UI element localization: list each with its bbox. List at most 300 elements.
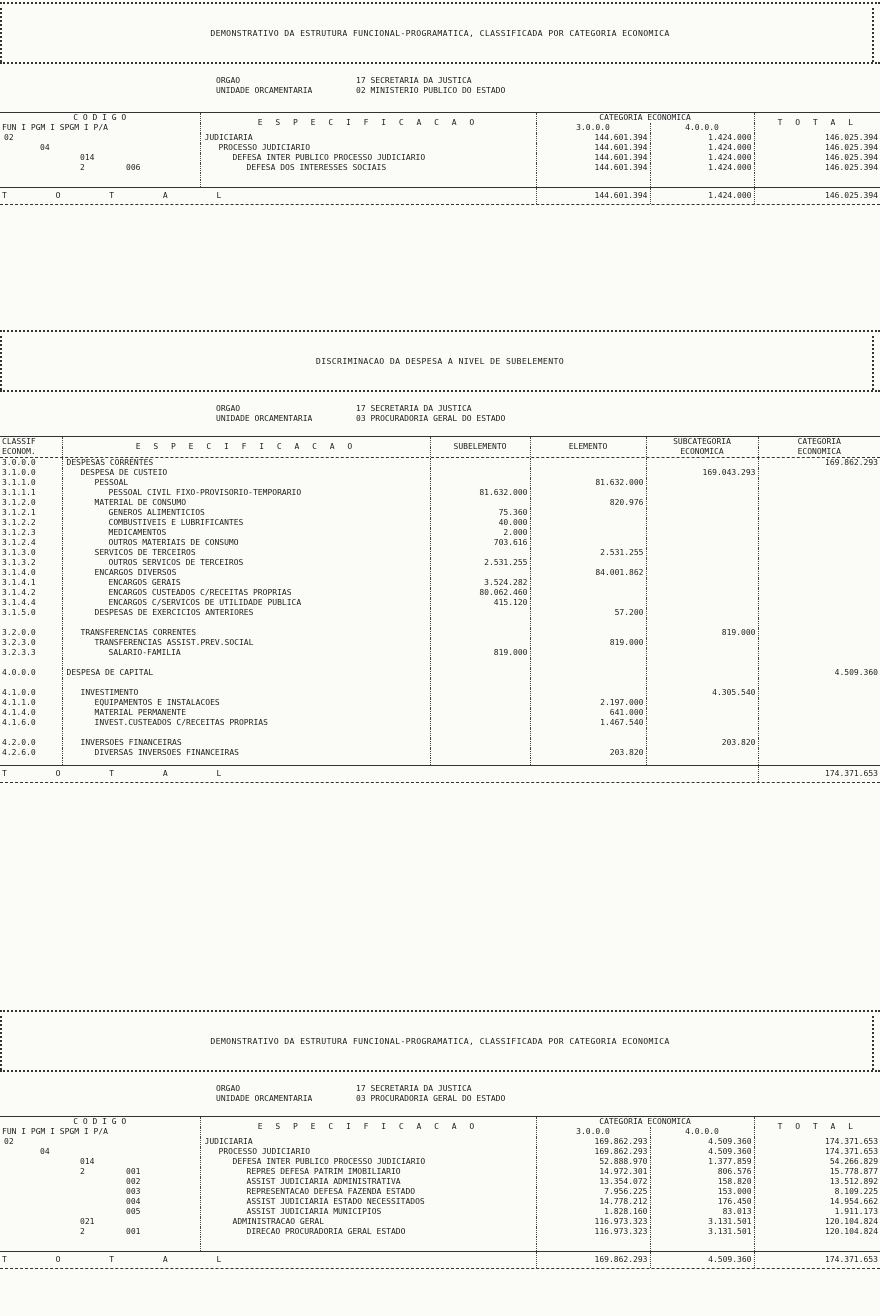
subelemento-cell	[430, 708, 530, 718]
code-pa: 004	[126, 1197, 141, 1206]
orgao-block	[0, 396, 880, 426]
report-section-3	[0, 1010, 880, 1269]
subelemento-cell: 3.524.282	[430, 578, 530, 588]
total-header: T O T A L	[777, 118, 857, 127]
subelemento-cell	[430, 478, 530, 488]
table-row	[0, 558, 880, 568]
subcategoria-cell	[646, 698, 758, 708]
classif-cell: 3.1.0.0	[0, 468, 62, 478]
especificacao-cell: DEFESA INTER PUBLICO PROCESSO JUDICIARIO	[200, 153, 536, 163]
c2-cell: 3.131.501	[650, 1217, 754, 1227]
classif-cell: 4.1.1.0	[0, 698, 62, 708]
total-label: T O T A L	[0, 766, 758, 782]
especificacao-cell: TRANSFERENCIAS ASSIST.PREV.SOCIAL	[62, 638, 430, 648]
categoria-cell	[758, 638, 880, 648]
report-section-2	[0, 330, 880, 783]
subcategoria-cell	[646, 678, 758, 688]
especificacao-cell: DESPESA DE CAPITAL	[62, 668, 430, 678]
especificacao-cell: EQUIPAMENTOS E INSTALACOES	[62, 698, 430, 708]
c1-cell: 7.956.225	[536, 1187, 650, 1197]
especificacao-cell: TRANSFERENCIAS CORRENTES	[62, 628, 430, 638]
classif-cell: 3.1.4.0	[0, 568, 62, 578]
categoria-header: CATEGORIA ECONOMICA	[536, 1117, 754, 1127]
unidade-value: 03 PROCURADORIA GERAL DO ESTADO	[356, 1094, 506, 1103]
table-row	[0, 518, 880, 528]
especificacao-cell: DESPESAS CORRENTES	[62, 458, 430, 468]
categoria-cell	[758, 578, 880, 588]
subcategoria-cell	[646, 578, 758, 588]
c1-cell: 14.778.212	[536, 1197, 650, 1207]
elemento-cell: 57.200	[530, 608, 646, 618]
elemento-cell: 1.467.540	[530, 718, 646, 728]
total-cell: 146.025.394	[825, 163, 879, 172]
classif-cell: 4.1.6.0	[0, 718, 62, 728]
unidade-value: 02 MINISTERIO PUBLICO DO ESTADO	[356, 86, 506, 95]
unidade-value: 03 PROCURADORIA GERAL DO ESTADO	[356, 414, 506, 423]
categoria-cell	[758, 678, 880, 688]
c1-cell: 116.973.323	[536, 1227, 650, 1237]
c1-cell: 144.601.394	[536, 163, 650, 173]
classif-cell: 3.2.3.0	[0, 638, 62, 648]
cat2-header: 4.0.0.0	[650, 123, 754, 133]
classif-cell: 3.1.4.1	[0, 578, 62, 588]
subelemento-cell	[430, 728, 530, 738]
total-categoria: 174.371.653	[825, 769, 878, 778]
c1-cell: 1.828.160	[536, 1207, 650, 1217]
subelemento-cell: 415.120	[430, 598, 530, 608]
subcategoria-cell	[646, 728, 758, 738]
subelemento-cell	[430, 638, 530, 648]
subcategoria-header: SUBCATEGORIA	[646, 437, 758, 447]
table-row	[0, 648, 880, 658]
subelemento-cell	[430, 718, 530, 728]
classif-cell: 3.1.3.2	[0, 558, 62, 568]
subcategoria-cell	[646, 538, 758, 548]
total-grand: 146.025.394	[825, 191, 878, 200]
cat1-header: 3.0.0.0	[536, 123, 650, 133]
orgao-label: ORGAO	[216, 1084, 241, 1093]
report-title: DEMONSTRATIVO DA ESTRUTURA FUNCIONAL-PROGRAMATICA, CLASSIFICADA POR CATEGORIA ECONOMICA	[210, 28, 670, 38]
total-cat1: 169.862.293	[536, 1252, 650, 1268]
subcategoria-cell	[646, 558, 758, 568]
classif-cell: 3.1.4.2	[0, 588, 62, 598]
subcategoria-cell	[646, 478, 758, 488]
codigo-header: C O D I G O	[0, 1117, 200, 1127]
code-pa: 005	[126, 1207, 141, 1216]
funcional-table	[0, 1117, 880, 1251]
elemento-header: ELEMENTO	[530, 437, 646, 457]
table-row	[0, 1197, 880, 1207]
codigo-header: C O D I G O	[0, 113, 200, 123]
subelemento-cell: 81.632.000	[430, 488, 530, 498]
total-cell: 146.025.394	[825, 143, 879, 152]
c2-cell: 153.000	[650, 1187, 754, 1197]
code-fun: 02	[4, 133, 14, 142]
table-row	[0, 458, 880, 468]
categoria-cell	[758, 618, 880, 628]
elemento-cell	[530, 458, 646, 468]
elemento-cell: 641.000	[530, 708, 646, 718]
c2-cell: 1.424.000	[650, 153, 754, 163]
categoria-cell: 4.509.360	[834, 668, 878, 677]
especificacao-header: E S P E C I F I C A C A O	[62, 437, 430, 457]
classif-cell: 4.1.4.0	[0, 708, 62, 718]
elemento-cell	[530, 538, 646, 548]
especificacao-cell: ASSIST JUDICIARIA MUNICIPIOS	[200, 1207, 536, 1217]
categoria-cell	[758, 478, 880, 488]
subelemento-header: SUBELEMENTO	[430, 437, 530, 457]
c1-cell: 144.601.394	[536, 153, 650, 163]
subcategoria-cell	[646, 648, 758, 658]
elemento-cell: 819.000	[530, 638, 646, 648]
econom-header: ECONOM.	[0, 447, 62, 457]
especificacao-cell: SALARIO-FAMILIA	[62, 648, 430, 658]
especificacao-cell: INVEST.CUSTEADOS C/RECEITAS PROPRIAS	[62, 718, 430, 728]
elemento-cell	[530, 588, 646, 598]
classif-cell: 4.2.6.0	[0, 748, 62, 758]
subelemento-cell	[430, 608, 530, 618]
classif-cell: 3.1.2.2	[0, 518, 62, 528]
subelemento-cell	[430, 748, 530, 758]
total-cell: 146.025.394	[825, 133, 879, 142]
subcategoria-cell	[646, 548, 758, 558]
orgao-value: 17 SECRETARIA DA JUSTICA	[356, 76, 472, 85]
categoria-cell	[758, 568, 880, 578]
classif-cell: 3.1.1.1	[0, 488, 62, 498]
total-cell: 1.911.173	[834, 1207, 879, 1216]
especificacao-cell: REPRESENTACAO DEFESA FAZENDA ESTADO	[200, 1187, 536, 1197]
unidade-label: UNIDADE ORCAMENTARIA	[216, 86, 313, 95]
total-cell: 120.104.824	[825, 1217, 879, 1226]
elemento-cell	[530, 658, 646, 668]
report-banner	[0, 1016, 880, 1070]
table-row	[0, 488, 880, 498]
categoria-cell	[758, 648, 880, 658]
elemento-cell	[530, 508, 646, 518]
subcategoria-cell	[646, 498, 758, 508]
table-row	[0, 1207, 880, 1217]
categoria-header: CATEGORIA ECONOMICA	[536, 113, 754, 123]
categoria-header: CATEGORIA	[797, 437, 841, 446]
codes-header: FUN I PGM I SPGM I P/A	[0, 1127, 200, 1137]
classif-header: CLASSIF	[0, 437, 62, 447]
subelemento-body	[0, 458, 880, 765]
categoria-cell	[758, 518, 880, 528]
especificacao-cell: DEFESA INTER PUBLICO PROCESSO JUDICIARIO	[200, 1157, 536, 1167]
subelemento-table	[0, 437, 880, 457]
code-pa: 001	[126, 1227, 141, 1236]
total-cell: 8.109.225	[834, 1187, 879, 1196]
categoria-cell	[758, 738, 880, 748]
total-cell: 120.104.824	[825, 1227, 879, 1236]
categoria-cell	[758, 548, 880, 558]
table-row	[0, 1157, 880, 1167]
especificacao-cell: ENCARGOS GERAIS	[62, 578, 430, 588]
report-banner	[0, 8, 880, 62]
classif-cell: 3.1.2.3	[0, 528, 62, 538]
subcategoria-cell	[646, 608, 758, 618]
especificacao-cell: PROCESSO JUDICIARIO	[200, 143, 536, 153]
total-label: T O T A L	[0, 1252, 536, 1268]
table-row	[0, 638, 880, 648]
subelemento-cell	[430, 628, 530, 638]
orgao-block	[0, 68, 880, 98]
categoria-cell	[758, 698, 880, 708]
subelemento-cell	[430, 618, 530, 628]
elemento-cell	[530, 468, 646, 478]
classif-cell	[0, 678, 62, 688]
c2-cell: 176.450	[650, 1197, 754, 1207]
total-cat1: 144.601.394	[536, 188, 650, 204]
subcategoria-header-2: ECONOMICA	[646, 447, 758, 457]
elemento-cell	[530, 618, 646, 628]
categoria-cell	[758, 728, 880, 738]
categoria-cell	[758, 658, 880, 668]
table-row	[0, 718, 880, 728]
especificacao-cell: GENEROS ALIMENTICIOS	[62, 508, 430, 518]
especificacao-cell: INVERSOES FINANCEIRAS	[62, 738, 430, 748]
subcategoria-cell	[646, 488, 758, 498]
total-cell: 146.025.394	[825, 153, 879, 162]
table-row	[0, 1177, 880, 1187]
c1-cell: 144.601.394	[536, 143, 650, 153]
c1-cell: 116.973.323	[536, 1217, 650, 1227]
table-row	[0, 1217, 880, 1227]
c2-cell: 158.820	[650, 1177, 754, 1187]
c2-cell: 1.424.000	[650, 133, 754, 143]
report-banner	[0, 336, 880, 390]
especificacao-cell: INVESTIMENTO	[62, 688, 430, 698]
table-row	[0, 163, 880, 173]
total-cat2: 1.424.000	[650, 188, 754, 204]
elemento-cell	[530, 668, 646, 678]
orgao-value: 17 SECRETARIA DA JUSTICA	[356, 404, 472, 413]
classif-cell	[0, 658, 62, 668]
cat2-header: 4.0.0.0	[650, 1127, 754, 1137]
subcategoria-cell	[646, 618, 758, 628]
elemento-cell: 203.820	[530, 748, 646, 758]
categoria-cell	[758, 608, 880, 618]
table-row	[0, 688, 880, 698]
table-row	[0, 468, 880, 478]
table-row	[0, 133, 880, 143]
classif-cell: 3.2.3.3	[0, 648, 62, 658]
especificacao-header: E S P E C I F I C A C A O	[200, 113, 536, 133]
table-row	[0, 748, 880, 758]
table-row	[0, 628, 880, 638]
table-row	[0, 1167, 880, 1177]
orgao-label: ORGAO	[216, 76, 241, 85]
subcategoria-cell	[646, 458, 758, 468]
categoria-cell	[758, 558, 880, 568]
subcategoria-cell	[646, 748, 758, 758]
especificacao-cell	[62, 728, 430, 738]
c2-cell: 1.377.859	[650, 1157, 754, 1167]
table-row	[0, 708, 880, 718]
especificacao-cell: MEDICAMENTOS	[62, 528, 430, 538]
subelemento-cell	[430, 738, 530, 748]
c2-cell: 806.576	[650, 1167, 754, 1177]
elemento-cell	[530, 598, 646, 608]
classif-cell: 3.1.2.1	[0, 508, 62, 518]
especificacao-cell	[62, 618, 430, 628]
classif-cell	[0, 618, 62, 628]
especificacao-cell: REPRES DEFESA PATRIM IMOBILIARIO	[200, 1167, 536, 1177]
c1-cell: 144.601.394	[536, 133, 650, 143]
especificacao-cell: OUTROS MATERIAIS DE CONSUMO	[62, 538, 430, 548]
categoria-cell	[758, 588, 880, 598]
c1-cell: 52.888.970	[536, 1157, 650, 1167]
especificacao-cell: OUTROS SERVICOS DE TERCEIROS	[62, 558, 430, 568]
total-header: T O T A L	[777, 1122, 857, 1131]
total-row	[0, 766, 880, 782]
subelemento-cell	[430, 548, 530, 558]
code-pa: 002	[126, 1177, 141, 1186]
especificacao-cell: DIRECAO PROCURADORIA GERAL ESTADO	[200, 1227, 536, 1237]
table-row	[0, 618, 880, 628]
especificacao-cell: DESPESAS DE EXERCICIOS ANTERIORES	[62, 608, 430, 618]
total-cell: 14.954.662	[829, 1197, 879, 1206]
categoria-cell	[758, 528, 880, 538]
total-row	[0, 1252, 880, 1268]
subelemento-cell	[430, 458, 530, 468]
subcategoria-cell	[646, 568, 758, 578]
categoria-cell: 169.862.293	[825, 458, 878, 467]
elemento-cell	[530, 578, 646, 588]
elemento-cell	[530, 678, 646, 688]
categoria-cell	[758, 628, 880, 638]
especificacao-cell: ENCARGOS C/SERVICOS DE UTILIDADE PUBLICA	[62, 598, 430, 608]
c1-cell: 169.862.293	[536, 1137, 650, 1147]
c2-cell: 1.424.000	[650, 163, 754, 173]
subelemento-cell: 80.062.460	[430, 588, 530, 598]
classif-cell: 4.1.0.0	[0, 688, 62, 698]
table-row	[0, 1147, 880, 1157]
code-spgm: 2	[80, 1167, 85, 1176]
especificacao-cell: ASSIST JUDICIARIA ADMINISTRATIVA	[200, 1177, 536, 1187]
c1-cell: 13.354.072	[536, 1177, 650, 1187]
categoria-cell	[758, 508, 880, 518]
elemento-cell	[530, 488, 646, 498]
total-cat2: 4.509.360	[650, 1252, 754, 1268]
subelemento-cell: 75.360	[430, 508, 530, 518]
subelemento-cell	[430, 658, 530, 668]
subcategoria-cell: 819.000	[646, 628, 758, 638]
funcional-table	[0, 113, 880, 187]
categoria-cell	[758, 718, 880, 728]
subelemento-cell	[430, 678, 530, 688]
especificacao-cell: MATERIAL DE CONSUMO	[62, 498, 430, 508]
especificacao-cell: PROCESSO JUDICIARIO	[200, 1147, 536, 1157]
unidade-label: UNIDADE ORCAMENTARIA	[216, 414, 313, 423]
subelemento-cell: 2.531.255	[430, 558, 530, 568]
c1-cell: 14.972.301	[536, 1167, 650, 1177]
subelemento-cell: 819.000	[430, 648, 530, 658]
table-row	[0, 1227, 880, 1237]
subelemento-cell	[430, 568, 530, 578]
elemento-cell	[530, 518, 646, 528]
code-pgm: 04	[40, 143, 50, 152]
classif-cell: 3.1.2.4	[0, 538, 62, 548]
classif-cell: 3.1.5.0	[0, 608, 62, 618]
table-row	[0, 598, 880, 608]
table-row	[0, 698, 880, 708]
total-row	[0, 188, 880, 204]
classif-cell: 3.0.0.0	[0, 458, 62, 468]
especificacao-cell: PESSOAL	[62, 478, 430, 488]
categoria-cell	[758, 498, 880, 508]
total-label: T O T A L	[0, 188, 536, 204]
c2-cell: 4.509.360	[650, 1147, 754, 1157]
especificacao-cell: ENCARGOS DIVERSOS	[62, 568, 430, 578]
total-cell: 174.371.653	[825, 1147, 879, 1156]
total-cell: 54.266.829	[829, 1157, 879, 1166]
report-title: DISCRIMINACAO DA DESPESA A NIVEL DE SUBELEMENTO	[315, 356, 565, 366]
table-row	[0, 528, 880, 538]
elemento-cell: 2.197.000	[530, 698, 646, 708]
table-row	[0, 478, 880, 488]
table-row	[0, 678, 880, 688]
classif-cell: 3.1.4.4	[0, 598, 62, 608]
elemento-cell	[530, 558, 646, 568]
classif-cell: 4.0.0.0	[0, 668, 62, 678]
code-spgm: 021	[80, 1217, 95, 1226]
subcategoria-cell	[646, 668, 758, 678]
subcategoria-cell	[646, 588, 758, 598]
table-row	[0, 508, 880, 518]
elemento-cell: 84.001.862	[530, 568, 646, 578]
subcategoria-cell	[646, 598, 758, 608]
code-fun: 02	[4, 1137, 14, 1146]
especificacao-cell: DIVERSAS INVERSOES FINANCEIRAS	[62, 748, 430, 758]
elemento-cell	[530, 728, 646, 738]
especificacao-cell	[62, 658, 430, 668]
table-row	[0, 1137, 880, 1147]
cat1-header: 3.0.0.0	[536, 1127, 650, 1137]
codes-header: FUN I PGM I SPGM I P/A	[0, 123, 200, 133]
c2-cell: 1.424.000	[650, 143, 754, 153]
elemento-cell	[530, 738, 646, 748]
c2-cell: 83.013	[650, 1207, 754, 1217]
especificacao-cell: JUDICIARIA	[200, 133, 536, 143]
especificacao-cell: MATERIAL PERMANENTE	[62, 708, 430, 718]
especificacao-header: E S P E C I F I C A C A O	[200, 1117, 536, 1137]
classif-cell	[0, 728, 62, 738]
table-row	[0, 728, 880, 738]
categoria-cell	[758, 708, 880, 718]
table-row	[0, 588, 880, 598]
total-cell: 13.512.892	[829, 1177, 879, 1186]
code-spgm: 2	[80, 1227, 85, 1236]
subcategoria-cell: 203.820	[646, 738, 758, 748]
classif-cell: 3.1.1.0	[0, 478, 62, 488]
categoria-cell	[758, 748, 880, 758]
elemento-cell: 81.632.000	[530, 478, 646, 488]
categoria-header-2: ECONOMICA	[797, 447, 841, 456]
table-row	[0, 658, 880, 668]
code-pa: 001	[126, 1167, 141, 1176]
subcategoria-cell: 169.043.293	[646, 468, 758, 478]
report-title: DEMONSTRATIVO DA ESTRUTURA FUNCIONAL-PROGRAMATICA, CLASSIFICADA POR CATEGORIA ECONOMICA	[210, 1036, 670, 1046]
especificacao-cell: PESSOAL CIVIL FIXO-PROVISORIO-TEMPORARIO	[62, 488, 430, 498]
subelemento-cell	[430, 468, 530, 478]
subelemento-cell	[430, 668, 530, 678]
categoria-cell	[758, 688, 880, 698]
total-cell: 15.778.877	[829, 1167, 879, 1176]
elemento-cell	[530, 688, 646, 698]
table-row	[0, 153, 880, 163]
elemento-cell: 820.976	[530, 498, 646, 508]
